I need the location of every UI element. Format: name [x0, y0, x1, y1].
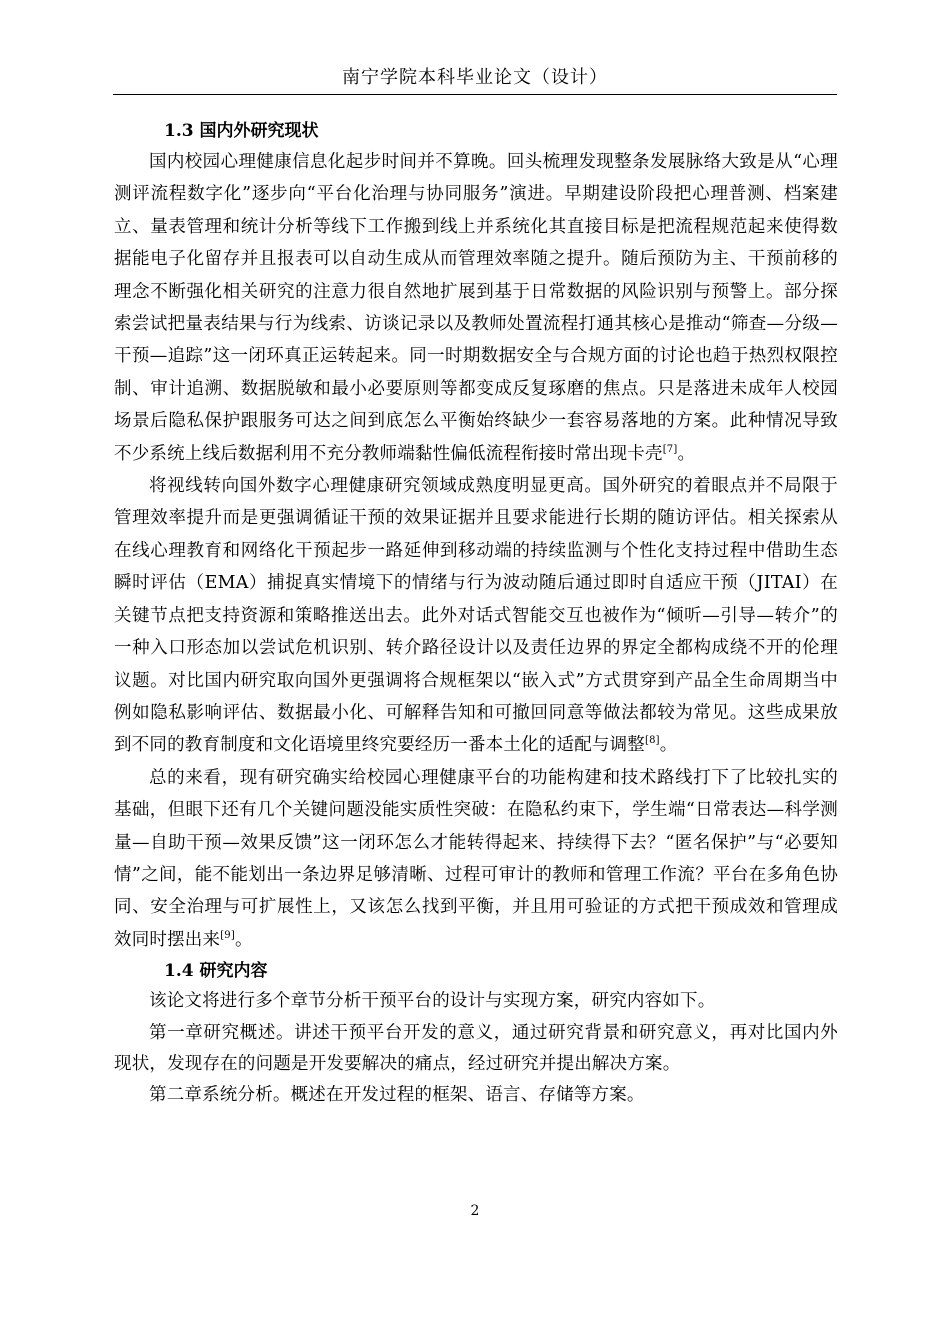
- page-number: 2: [470, 1203, 480, 1219]
- section-heading-1-3: 1.3 国内外研究现状: [164, 121, 319, 141]
- paragraph-chapter-two: 第二章系统分析。概述在开发过程的框架、语言、存储等方案。: [149, 1085, 645, 1106]
- citation-ref-9: [9]: [220, 929, 235, 941]
- paragraph-chapter-one: 第一章研究概述。讲述干预平台开发的意义，通过研究背景和研究意义，再对比国内外现状，发现存在的问题是开发要解决的痛点，经过研究并提出解决方案。: [114, 1022, 838, 1074]
- citation-ref-8: [8]: [645, 735, 660, 747]
- paragraph-domestic-research: [114, 146, 838, 470]
- paragraph-foreign-research: [114, 470, 838, 762]
- paragraph-end: 。: [659, 735, 678, 756]
- paragraph-text: 国内校园心理健康信息化起步时间并不算晚。回头梳理发现整条发展脉络大致是从“心理测评流程数字化”逐步向“平台化治理与协同服务”演进。早期建设阶段把心理普测、档案建立、量表管理和统计分析等线下工作搬到线上并系统化其直接目标是把流程规范起来使得数据能电子化留存并且报表可以自动生成从而管理效率随之提升。随后预防为主、干预前移的理念不断强化相关研究的注意力很自然地扩展到基于日常数据的风险识别与预警上。部分探索尝试把量表结果与行为线索、访谈记录以及教师处置流程打通其核心是推动“筛查—分级—干预—追踪”这一闭环真正运转起来。同一时期数据安全与合规方面的讨论也趋于热烈权限控制、审计追溯、数据脱敏和最小必要原则等都变成反复琢磨的焦点。只是落进未成年人校园场景后隐私保护跟服务可达之间到底怎么平衡始终缺少一套容易落地的方案。此种情况导致不少系统上线后数据利用不充分教师端黏性偏低流程衔接时常出现卡壳: [114, 152, 838, 464]
- header-rule: [113, 94, 837, 95]
- paragraph-end: 。: [234, 929, 253, 950]
- paragraph-text: 总的来看，现有研究确实给校园心理健康平台的功能构建和技术路线打下了比较扎实的基础，但眼下还有几个关键问题没能实质性突破：在隐私约束下，学生端“日常表达—科学测量—自助干预—效果反馈”这一闭环怎么才能转得起来、持续得下去？“匿名保护”与“必要知情”之间，能不能划出一条边界足够清晰、过程可审计的教师和管理工作流？平台在多角色协同、安全治理与可扩展性上，又该怎么找到平衡，并且用可验证的方式把干预成效和管理成效同时摆出来: [114, 767, 838, 950]
- paragraph-text: 将视线转向国外数字心理健康研究领域成熟度明显更高。国外研究的着眼点并不局限于管理效率提升而是更强调循证干预的效果证据并且要求能进行长期的随访评估。相关探索从在线心理教育和网络化干预起步一路延伸到移动端的持续监测与个性化支持过程中借助生态瞬时评估（EMA）捕捉真实情境下的情绪与行为波动随后通过即时自适应干预（JITAI）在关键节点把支持资源和策略推送出去。此外对话式智能交互也被作为“倾听—引导—转介”的一种入口形态加以尝试危机识别、转介路径设计以及责任边界的界定全都构成绕不开的伦理议题。对比国内研究取向国外更强调将合规框架以“嵌入式”方式贯穿到产品全生命周期当中例如隐私影响评估、数据最小化、可解释告知和可撤回同意等做法都较为常见。这些成果放到不同的教育制度和文化语境里终究要经历一番本土化的适配与调整: [114, 476, 838, 756]
- page-content: [114, 116, 838, 1112]
- paragraph-summary: [114, 762, 838, 956]
- paragraph-research-intro: 该论文将进行多个章节分析干预平台的设计与实现方案，研究内容如下。: [149, 991, 716, 1012]
- paragraph-end: 。: [677, 443, 696, 464]
- section-heading-1-4: 1.4 研究内容: [164, 961, 268, 982]
- page-header-title: 南宁学院本科毕业论文（设计）: [342, 67, 608, 88]
- citation-ref-7: [7]: [662, 443, 678, 455]
